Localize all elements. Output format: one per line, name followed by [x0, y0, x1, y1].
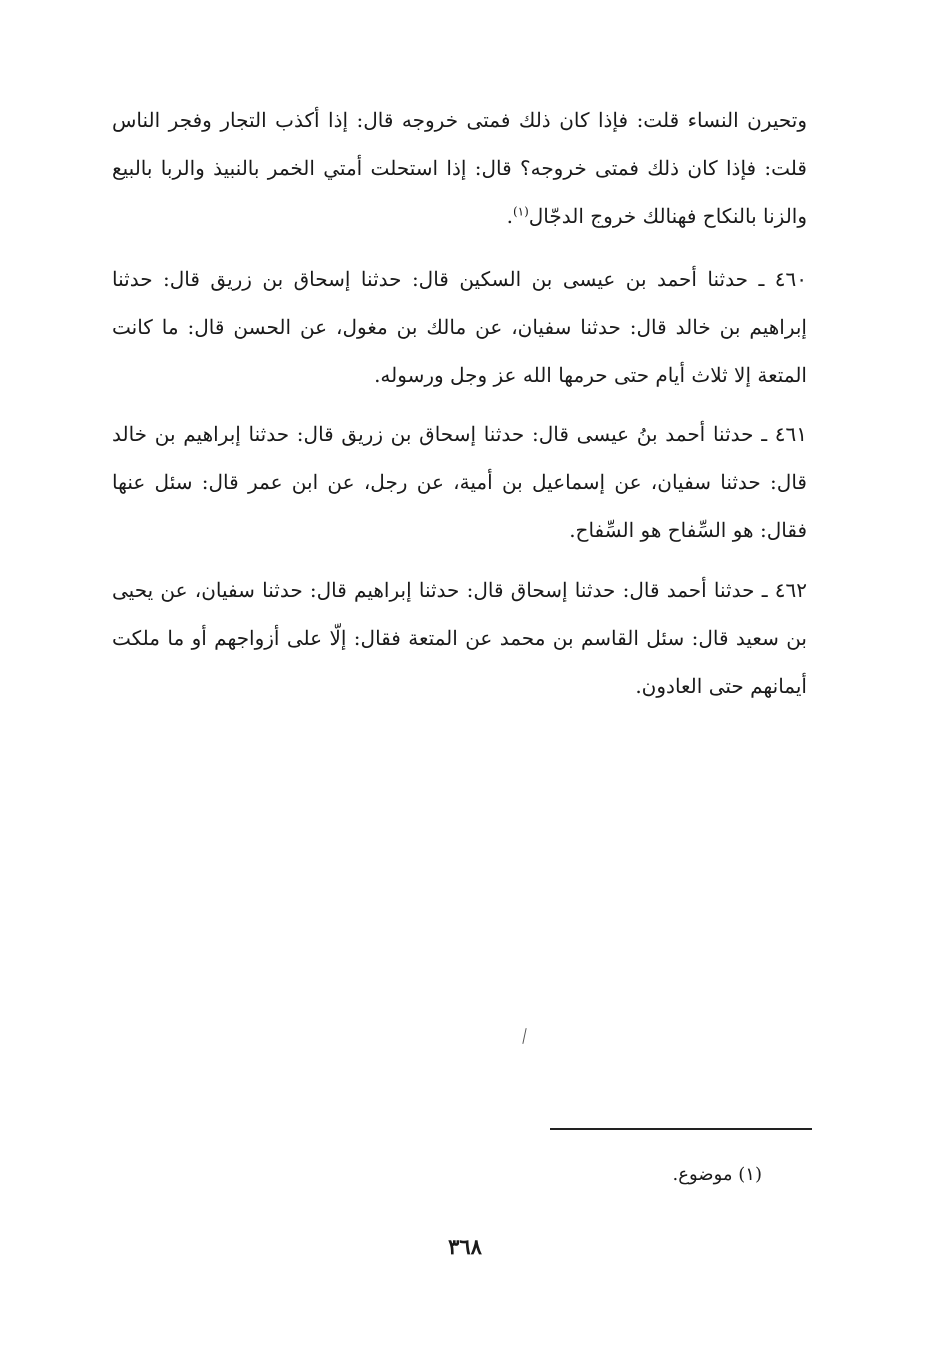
- intro-paragraph: وتحيرن النساء قلت: فإذا كان ذلك فمتى خروجه قال: إذا أكذب التجار وفجر الناس قلت: فإذا كان ذلك فمتى خروجه؟ قال: إذا استحلت أمتي الخمر بالنبيذ والربا بالبيع والزنا بالنكاح فهنالك خروج الدجّال$^{(١)}$.: [112, 108, 808, 228]
- intro-text: وتحيرن النساء قلت: فإذا كان ذلك فمتى خروجه قال: إذا أكذب التجار وفجر الناس قلت: فإذا كان ذلك فمتى خروجه؟ قال: إذا استحلت أمتي الخمر بالنبيذ والربا بالبيع والزنا بالنكاح فهنالك خروج الدجّال: [112, 108, 808, 228]
- footnote-separator: [550, 1128, 812, 1130]
- hadith-462: [112, 566, 807, 710]
- hadith-number: ٤٦٠: [774, 267, 808, 291]
- footnote-marker: (١): [738, 1164, 762, 1185]
- hadith-dash: ـ: [761, 422, 768, 446]
- hadith-text: حدثنا أحمد قال: حدثنا إسحاق قال: حدثنا إبراهيم قال: حدثنا سفيان، عن يحيى بن سعيد قال: سئل القاسم بن محمد عن المتعة فقال: إلّا على أزواجهم أو ما ملكت أيمانهم حتى العادون.: [112, 578, 807, 698]
- hadith-number: ٤٦٢: [774, 578, 808, 602]
- footnote: [550, 1160, 762, 1190]
- hadith-dash: ـ: [761, 578, 768, 602]
- footnote-reference: (١): [512, 204, 529, 219]
- page-number: ٣٦٨: [448, 1234, 482, 1259]
- hadith-461: [112, 410, 807, 554]
- hadith-text: حدثنا أحمد بنُ عيسى قال: حدثنا إسحاق بن زريق قال: حدثنا إبراهيم بن خالد قال: حدثنا سفيان، عن إسماعيل بن أمية، عن رجل، عن ابن عمر قال: سئل عنها فقال: هو السِّفاح هو السِّفاح.: [112, 422, 807, 542]
- hadith-text: حدثنا أحمد بن عيسى بن السكين قال: حدثنا إسحاق بن زريق قال: حدثنا إبراهيم بن خالد قال: حدثنا سفيان، عن مالك بن مغول، عن الحسن قال: ما كانت المتعة إلا ثلاث أيام حتى حرمها الله عز وجل ورسوله.: [112, 267, 807, 387]
- scan-artifact: [522, 1028, 526, 1044]
- hadith-number: ٤٦١: [774, 422, 807, 446]
- hadith-460: [112, 255, 807, 399]
- footnote-text: موضوع.: [672, 1164, 733, 1185]
- hadith-dash: ـ: [758, 267, 765, 291]
